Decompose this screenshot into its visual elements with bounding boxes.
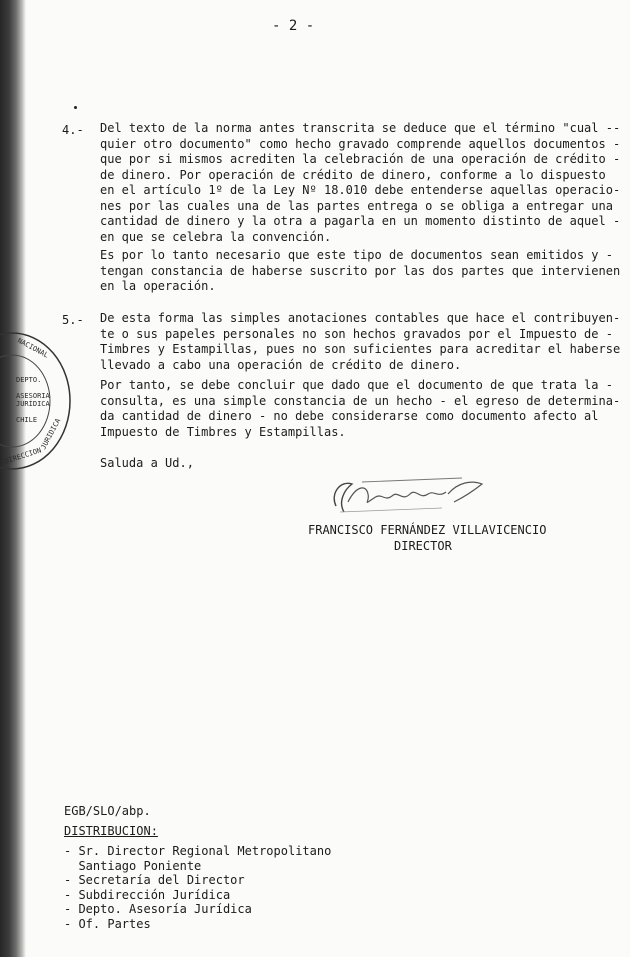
distribution-item: - Secretaría del Director (64, 873, 245, 887)
scan-shadow-edge (0, 0, 26, 957)
paragraph-4 (100, 121, 620, 245)
paragraph-5-line: Timbres y Estampillas, pues no son suficientes para acreditar el haberse (100, 342, 620, 356)
handwritten-signature (322, 472, 492, 520)
paragraph-4-line: nes por las cuales una de las partes entrega o se obliga a entregar una (100, 198, 613, 213)
paragraph-5 (100, 311, 620, 373)
closing-salutation: Saluda a Ud., (100, 456, 194, 470)
stamp-text: DIRECCION (3, 446, 43, 466)
paragraph-4-line: en que se celebra la convención. (100, 229, 332, 244)
paragraph-5-line: llevado a cabo una operación de crédito de dinero. (100, 357, 462, 372)
distribution-item: - Of. Partes (64, 916, 151, 931)
paragraph-4b-line: tengan constancia de haberse suscrito por las dos partes que intervienen (100, 263, 620, 278)
paragraph-5b-line: Por tanto, se debe concluir que dado que el documento de que trata la - (100, 378, 613, 392)
paragraph-5-line: te o sus papeles personales no son hechos gravados por el Impuesto de - (100, 326, 613, 341)
paragraph-5-line: De esta forma las simples anotaciones contables que hace el contribuyen- (100, 311, 620, 325)
signatory-name: FRANCISCO FERNÁNDEZ VILLAVICENCIO (308, 523, 547, 537)
stamp-text: CHILE (16, 416, 38, 424)
stamp-text: JURIDICA (39, 417, 63, 451)
distribution-list (64, 844, 331, 931)
ink-dot (74, 106, 77, 109)
paragraph-5b-line: da cantidad de dinero - no debe considerarse como documento afecto al (100, 409, 599, 423)
paragraph-4-line: que por si mismos acrediten la celebración de una operación de crédito - (100, 152, 620, 166)
paragraph-4-line: cantidad de dinero y la otra a pagarla en un momento distinto de aquel - (100, 214, 620, 228)
paragraph-4-number: 4.- (62, 123, 84, 137)
paragraph-5-number: 5.- (62, 313, 84, 327)
distribution-item: - Sr. Director Regional Metropolitano (64, 844, 332, 858)
paragraph-4b-line: en la operación. (100, 279, 216, 293)
distribution-item: - Depto. Asesoría Jurídica (64, 902, 252, 916)
paragraph-5b-line: Impuesto de Timbres y Estampillas. (100, 424, 346, 439)
page-number: - 2 - (272, 18, 315, 34)
distribution-item: Santiago Poniente (64, 858, 202, 873)
paragraph-4-line: de dinero. Por operación de crédito de dinero, conforme a lo dispuesto (100, 167, 606, 182)
paragraph-5-continued (100, 378, 620, 440)
official-stamp (0, 326, 74, 476)
paragraph-4-line: Del texto de la norma antes transcrita se deduce que el término "cual -- (100, 121, 620, 135)
stamp-text: ASESORIA (16, 392, 50, 400)
stamp-text: DEPTO. (16, 376, 42, 384)
paragraph-5b-line: consulta, es una simple constancia de un hecho - el egreso de determina- (100, 393, 620, 408)
paragraph-4-line: en el artículo 1º de la Ley Nº 18.010 debe entenderse aquellas operacio- (100, 183, 620, 197)
distribution-item: - Subdirección Jurídica (64, 887, 231, 902)
reference-initials: EGB/SLO/abp. (64, 804, 151, 818)
stamp-text: JURÍDICA (16, 400, 50, 408)
distribution-heading: DISTRIBUCION: (64, 824, 158, 838)
paragraph-4-continued (100, 248, 620, 295)
paragraph-4-line: quier otro documento" como hecho gravado comprende aquellos documentos - (100, 136, 620, 151)
signatory-title: DIRECTOR (394, 539, 452, 553)
stamp-text: NACIONAL (16, 336, 50, 360)
paragraph-4b-line: Es por lo tanto necesario que este tipo de documentos sean emitidos y - (100, 248, 613, 262)
